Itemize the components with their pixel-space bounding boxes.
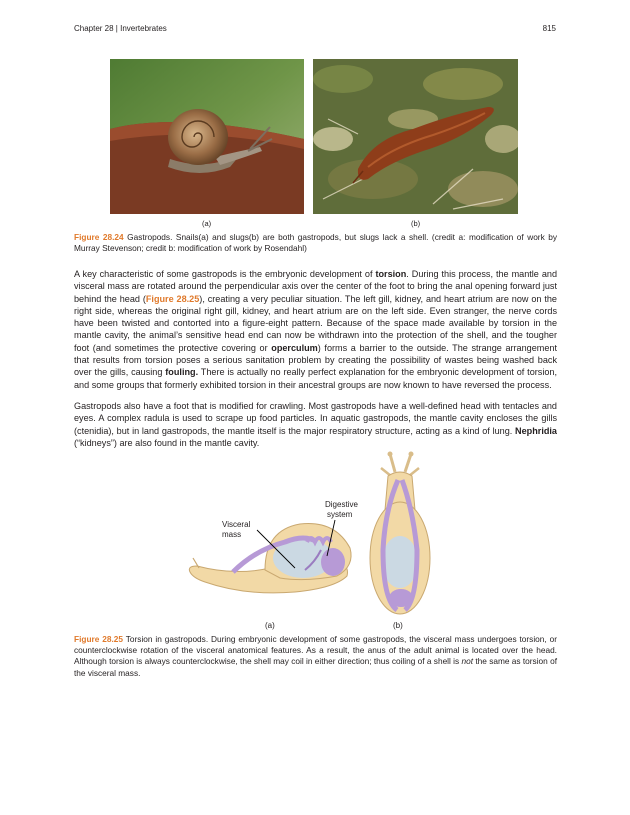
- figure-28-25-text-1: Torsion in gastropods. During embryonic development of some gastropods, the visceral mass undergoes torsion, or counterclockwise rotation of the visceral anatomical features. As a result, the anus of the adult animal is located over the head. Although torsion is always counterclockwise, the shell may coil in either direction; thus coiling of a shell is: [74, 634, 557, 667]
- term-nephridia: Nephridia: [515, 425, 557, 436]
- para1-text-5: There is actually no really perfect explanation for the embryonic development of torsion, and some groups that formerly exhibited torsion in their ancestral groups are now known to have reversed the process.: [74, 367, 557, 390]
- term-operculum: operculum: [271, 342, 318, 353]
- label-visceral: Visceral: [222, 520, 251, 529]
- para1-text-1: A key characteristic of some gastropods is the embryonic development of: [74, 269, 376, 279]
- paragraph-foot: [74, 400, 557, 449]
- term-fouling: fouling.: [165, 367, 199, 378]
- para2-text-1: Gastropods also have a foot that is modified for crawling. Most gastropods have a well-defined head with tentacles and eyes. A complex radula is used to scrape up food particles. In aquatic gastropods, the mantle cavity encloses the gills (ctenidia), but in land gastropods, the mantle itself is the major respiratory structure, acting as a kind of lung.: [74, 401, 557, 436]
- top-view-snail: [370, 452, 430, 615]
- label-digestive: Digestive: [325, 500, 358, 509]
- paragraph-torsion: [74, 268, 557, 391]
- diagram-label-a: (a): [265, 621, 275, 630]
- figure-28-25-label: Figure 28.25: [74, 634, 124, 644]
- torsion-diagram: [185, 450, 445, 635]
- photo-label-b: (b): [411, 219, 421, 228]
- page-number: 815: [542, 24, 556, 33]
- para1-text-3: ), creating a very peculiar situation. The left gill, kidney, and heart atrium are now on the right side, whereas the original right gill, kidney, and heart atrium are on the left side. Even stranger, the nerve cords have been twisted and contorted into a figure-eight pattern. Because of the space made available by torsion in the mantle cavity, the animal’s sensitive head end can now be withdrawn into the protection of the shell, and the tougher foot (and sometimes the protective covering or: [74, 293, 557, 353]
- diagram-label-b: (b): [393, 621, 403, 630]
- figure-28-24-caption: [74, 232, 557, 254]
- label-system: system: [327, 510, 353, 519]
- figure-28-25-caption: [74, 634, 557, 679]
- label-mass: mass: [222, 530, 242, 539]
- para1-text-4: ) forms a barrier to the outside. The strange arrangement that results from torsion poses a serious sanitation problem by creating the possibility of wastes being washed back over the gills, causing: [74, 342, 557, 378]
- para1-text-2: . During this process, the mantle and visceral mass are rotated around the perpendicular axis over the center of the foot to bring the anal opening forward just behind the head (: [74, 269, 557, 304]
- side-view-snail: [189, 524, 351, 593]
- slug-photo: [313, 59, 518, 214]
- figure-28-25-text-2: the same as torsion of the visceral mass.: [74, 656, 557, 678]
- figure-28-25-link[interactable]: Figure 28.25: [145, 293, 200, 304]
- figure-28-25-emphasis: not: [461, 656, 474, 667]
- running-header-chapter: Chapter 28 | Invertebrates: [74, 24, 167, 33]
- para2-text-2: (“kidneys”) are also found in the mantle cavity.: [74, 437, 260, 448]
- photo-label-a: (a): [202, 219, 212, 228]
- figure-28-24-label: Figure 28.24: [74, 232, 124, 242]
- figure-28-24-text: Gastropods. Snails(a) and slugs(b) are both gastropods, but slugs lack a shell. (credit a: modification of work by Murray Stevenson; credit b: modification of work by Rosendahl): [74, 232, 558, 254]
- term-torsion: torsion: [375, 269, 407, 279]
- snail-photo: [110, 59, 304, 214]
